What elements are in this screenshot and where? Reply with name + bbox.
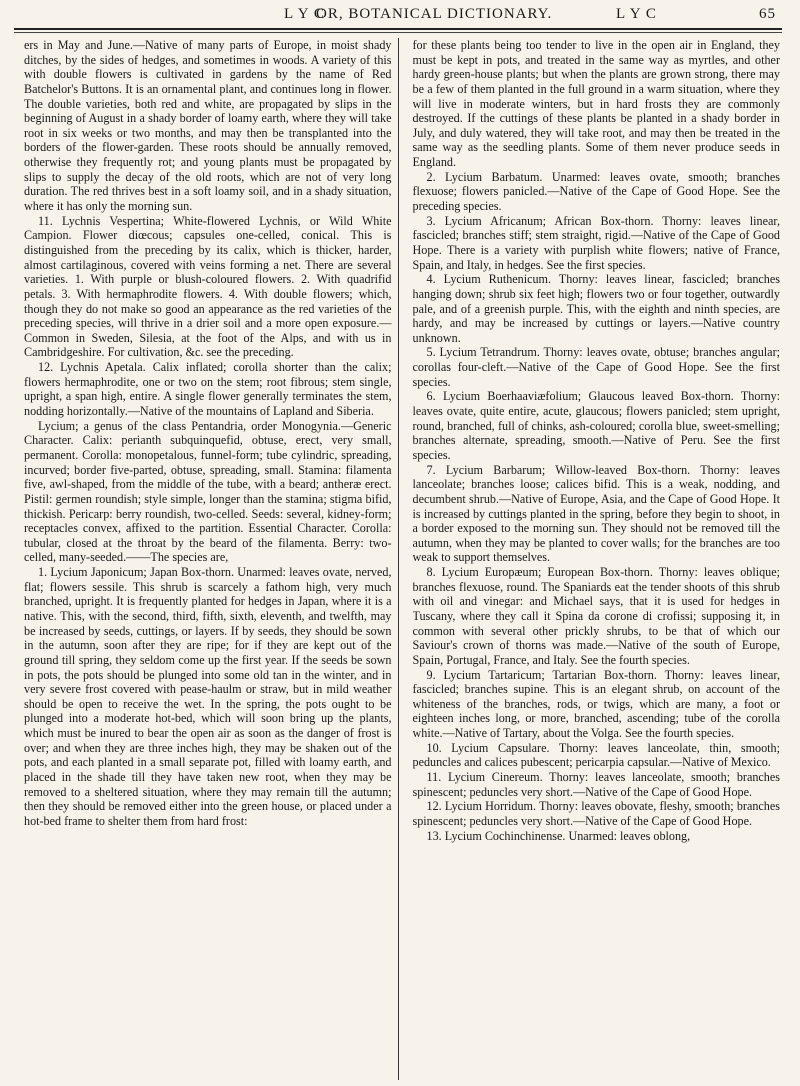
- left-column: [24, 38, 399, 1080]
- header-rule-thin: [14, 32, 782, 33]
- paragraph: for these plants being too tender to live in the open air in England, they must be kept in pots, and treated in the same way as myrtles, and other hardy green-house plants; but when the plants are grown strong, there may be a few of them planted in the full ground in a warm situation, where they will live in moderate winters, but in hard frosts they are commonly destroyed. If the cuttings of these plants be planted in a shady border in July, and duly watered, they will take root, and may then be treated in the same way as the seedling plants. Some of them never produce seeds in England.: [412, 38, 780, 170]
- header-left: L Y C: [284, 6, 325, 22]
- paragraph: Lycium; a genus of the class Pentandria, order Monogynia.—Generic Character. Calix: perianth subquinquefid, obtuse, erect, very small, permanent. Corolla: monopetalous, funnel-form; tube cylindric, spreading, incurved; border five-parted, obtuse, spreading, small. Stamina: filamenta five, awl-shaped, from the middle of the tube, with a beard; antheræ erect. Pistil: germen roundish; style simple, longer than the stamina; stigma bifid, thickish. Pericarp: berry roundish, two-celled. Seeds: several, kidney-form; receptacles convex, affixed to the partition. Essential Character. Corolla: tubular, closed at the throat by the beard of the filamenta. Berry: two-celled, many-seeded.——The species are,: [24, 418, 392, 565]
- two-column-body: [24, 38, 780, 1080]
- paragraph: 3. Lycium Africanum; African Box-thorn. Thorny: leaves linear, fascicled; branches stiff; stem straight, rigid.—Native of the Cape of Good Hope. There is a variety with purplish white flowers; native of France, Spain, and Italy, in hedges. See the first species.: [412, 213, 780, 272]
- paragraph: 1. Lycium Japonicum; Japan Box-thorn. Unarmed: leaves ovate, nerved, flat; flowers sessile. This shrub is scarcely a fathom high, very much branched, upright. It is frequently planted for hedges in Japan, where it is a native. This, with the second, third, fifth, sixth, eleventh, and twelfth, may be increased by seeds, cuttings, or layers. If by seeds, they should be sown in the autumn, soon after they are ripe; for if they are kept out of the ground till spring, they seldom come up the first year. If the seeds be sown in pots, the pots should be plunged into some old tan in the winter, and in very severe frost covered with pease-haulm or straw, but in mild weather should be open to receive the wet. In the spring, the pots ought to be plunged into a moderate hot-bed, which will soon bring up the plants, which must be inured to bear the open air as soon as the danger of frost is over; and when they are three inches high, they may be shaken out of the pots, and each planted in a small separate pot, filled with loamy earth, and placed in the shade till they have taken new root, when they may be removed to a sheltered situation, where they may remain till the autumn; then they should be removed either into the green house, or placed under a hot-bed frame to shelter them from hard frost:: [24, 565, 392, 828]
- paragraph: 11. Lychnis Vespertina; White-flowered Lychnis, or Wild White Campion. Flower diœcous; capsules one-celled, conical. This is distinguished from the preceding by its calix, which is thicker, harder, almost cartilaginous, covered with veins forming a net. There are several varieties. 1. With purple or blush-coloured flowers. 2. With quadrifid petals. 3. With hermaphrodite flowers. 4. With double flowers; which, though they do not make so good an appearance as the red varieties of the preceding species, will thrive in a drier soil and a more open exposure.—Common in Sweden, Silesia, at the foot of the Alps, and with us in Cambridgeshire. For cultivation, &c. see the preceding.: [24, 213, 392, 360]
- paragraph: 6. Lycium Boerhaaviæfolium; Glaucous leaved Box-thorn. Thorny: leaves ovate, quite entire, acute, glaucous; flowers panicled; stem upright, round, branched, full of chinks, ash-coloured; corolla blue, sweet-smelling; branches alternate, spreading, smooth.—Native of Peru. See the first species.: [412, 389, 780, 462]
- paragraph: 11. Lycium Cinereum. Thorny: leaves lanceolate, smooth; branches spinescent; peduncles very short.—Native of the Cape of Good Hope.: [412, 770, 780, 799]
- paragraph: 12. Lycium Horridum. Thorny: leaves obovate, fleshy, smooth; branches spinescent; peduncles very short.—Native of the Cape of Good Hope.: [412, 799, 780, 828]
- paragraph: 9. Lycium Tartaricum; Tartarian Box-thorn. Thorny: leaves linear, fascicled; branches supine. This is an elegant shrub, on account of the whiteness of the branches, rods, or twigs, which are many, a foot or eighteen inches long, or more, branched, ascending; tube of the corolla white.—Native of Tartary, about the Volga. See the fourth species.: [412, 667, 780, 741]
- paragraph: 13. Lycium Cochinchinense. Unarmed: leaves oblong,: [426, 828, 691, 843]
- running-header: [14, 6, 782, 26]
- paragraph: 4. Lycium Ruthenicum. Thorny: leaves linear, fascicled; branches hanging down; shrub six feet high; flowers two or four together, outwardly pale, and of a greenish purple. This, with the eighth and ninth species, are hardy, and may be increased by cuttings or layers.—Native country unknown.: [412, 272, 780, 345]
- paragraph: ers in May and June.—Native of many parts of Europe, in moist shady ditches, by the sides of hedges, and sometimes in woods. A variety of this with double flowers is cultivated in gardens by the name of Red Batchelor's Buttons. It is an ornamental plant, and continues long in flower. The double varieties, both red and white, are propagated by slips in the beginning of August in a shady border of loamy earth, where they will take root in six weeks or two months, and may then be transplanted into the borders of the flower-garden. These roots should be annually removed, otherwise they frequently rot; and young plants must be propagated by slips to supply the decay of the old roots, which are not of very long duration. The red thrives best in a soft loamy soil, and in a shady situation, where it has only the morning sun.: [24, 38, 392, 214]
- header-rule: [14, 28, 782, 30]
- paragraph: 8. Lycium Europæum; European Box-thorn. Thorny: leaves oblique; branches flexuose, round. The Spaniards eat the tender shoots of this shrub with oil and vinegar: and Michael says, that it is used for hedges in Tuscany, where they call it Spina da corone di crofissi; supposing it, in common with several other prickly shrubs, to be that of which our Saviour's crown of thorns was made.—Native of the south of Europe, Spain, Portugal, France, and Italy. See the fourth species.: [412, 565, 780, 667]
- header-right: L Y C: [616, 6, 657, 22]
- paragraph: 5. Lycium Tetrandrum. Thorny: leaves ovate, obtuse; branches angular; corollas four-cleft.—Native of the Cape of Good Hope. See the first species.: [412, 345, 780, 389]
- paragraph: 10. Lycium Capsulare. Thorny: leaves lanceolate, thin, smooth; peduncles and calices pubescent; pericarpia capsular.—Native of Mexico.: [412, 740, 780, 770]
- header-center: OR, BOTANICAL DICTIONARY.: [316, 6, 553, 22]
- paragraph: 2. Lycium Barbatum. Unarmed: leaves ovate, smooth; branches flexuose; flowers panicled.—Native of the Cape of Good Hope. See the preceding species.: [412, 169, 780, 214]
- page-number: 65: [759, 6, 776, 22]
- paragraph: 7. Lycium Barbarum; Willow-leaved Box-thorn. Thorny: leaves lanceolate; branches loose; calices bifid. This is a weak, nodding, and decumbent shrub.—Native of Europe, Asia, and the Cape of Good Hope. It is increased by cuttings planted in the spring, before they begin to shoot, in a border exposed to the morning sun. They should not be removed till the autumn, when they may be planted to cover walls; for the branches are too weak to support themselves.: [412, 462, 780, 565]
- right-column: [413, 38, 781, 1080]
- paragraph: 12. Lychnis Apetala. Calix inflated; corolla shorter than the calix; flowers hermaphrodite, one or two on the stem; root fibrous; stem single, upright, a span high, entire. A single flower generally terminates the stem, nodding horizontally.—Native of the mountains of Lapland and Siberia.: [24, 360, 392, 419]
